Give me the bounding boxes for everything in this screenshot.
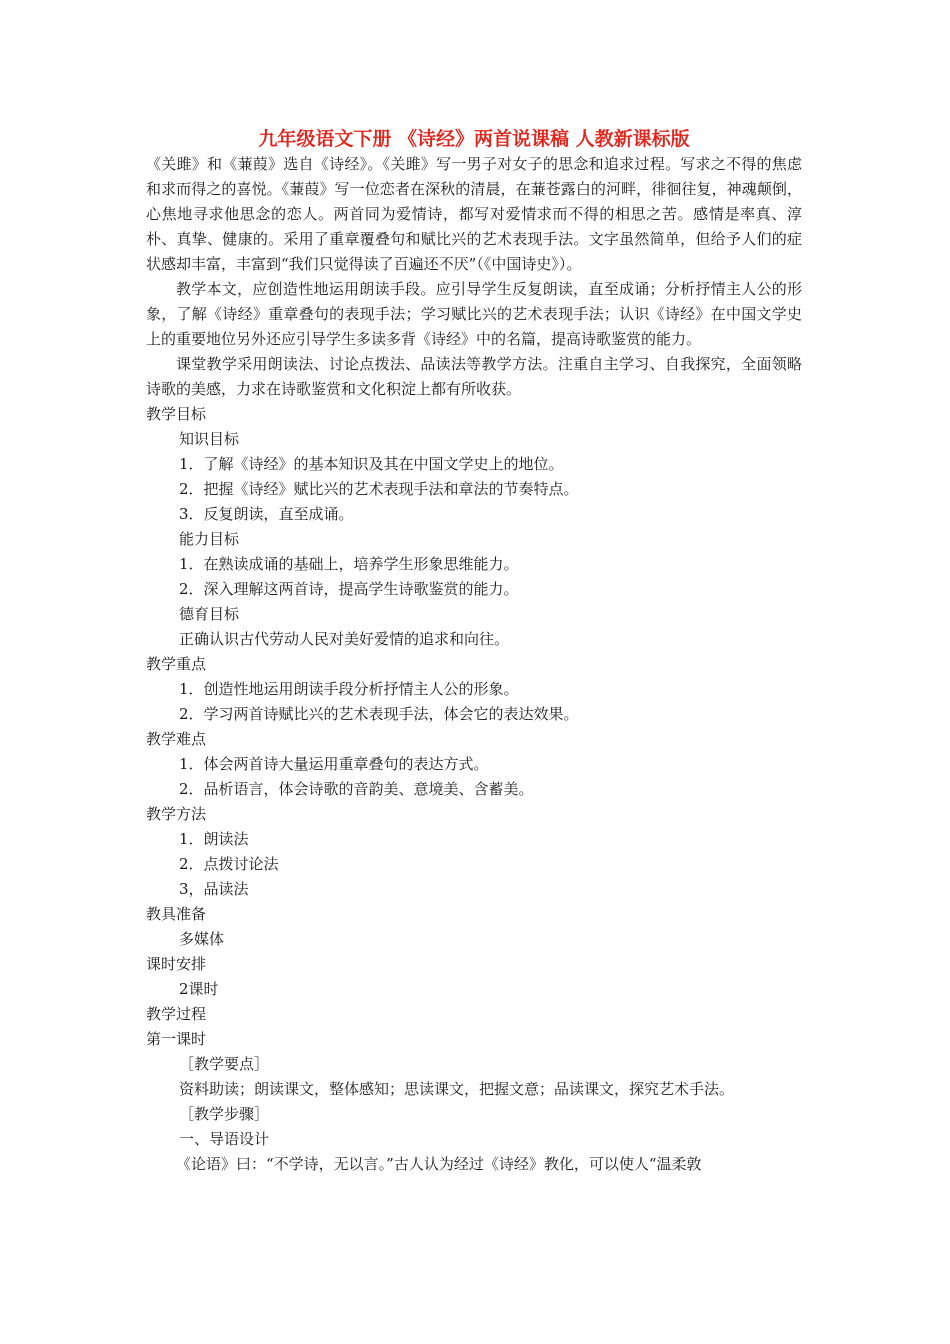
difficult-item: 1．体会两首诗大量运用重章叠句的表达方式。 <box>179 755 489 773</box>
intro-paragraph-3: 课堂教学采用朗读法、讨论点拨法、品读法等教学方法。注重自主学习、自我探究，全面领略诗歌的美感，力求在诗歌鉴赏和文化积淀上都有所收获。 <box>146 355 802 398</box>
method-item: 3，品读法 <box>179 880 249 898</box>
key-item: 2．学习两首诗赋比兴的艺术表现手法，体会它的表达效果。 <box>179 705 579 723</box>
step1-heading: 一、导语设计 <box>179 1130 270 1148</box>
points-heading: ［教学要点］ <box>179 1055 270 1073</box>
intro-paragraph-1: 《关雎》和《蒹葭》选自《诗经》。《关雎》写一男子对女子的思念和追求过程。写求之不得的焦虑和求而得之的喜悦。《蒹葭》写一位恋者在深秋的清晨，在蒹苍露白的河畔，徘徊往复，神魂颠倒，心焦地寻求他思念的恋人。两首同为爱情诗，都写对爱情求而不得的相思之苦。感情是率真、淳朴、真挚、健康的。采用了重章覆叠句和赋比兴的艺术表现手法。文字虽然简单，但给予人们的症状感却丰富，丰富到“我们只觉得读了百遍还不厌”（《中国诗史》）。 <box>146 155 802 273</box>
tools-heading: 教具准备 <box>146 905 207 923</box>
document-title: 九年级语文下册 《诗经》两首说课稿 人教新课标版 <box>258 128 690 150</box>
knowledge-item: 2．把握《诗经》赋比兴的艺术表现手法和章法的节奏特点。 <box>179 480 579 498</box>
moral-text: 正确认识古代劳动人民对美好爱情的追求和向往。 <box>179 630 510 648</box>
difficult-item: 2．品析语言，体会诗歌的音韵美、意境美、含蓄美。 <box>179 780 534 798</box>
moral-heading: 德育目标 <box>179 605 240 623</box>
hours-heading: 课时安排 <box>146 955 207 973</box>
ability-heading: 能力目标 <box>179 530 240 548</box>
method-item: 1．朗读法 <box>179 830 249 848</box>
points-text: 资料助读；朗读课文，整体感知；思读课文，把握文意；品读课文，探究艺术手法。 <box>179 1080 735 1098</box>
ability-item: 2．深入理解这两首诗，提高学生诗歌鉴赏的能力。 <box>179 580 519 598</box>
difficult-heading: 教学难点 <box>146 730 207 748</box>
intro-paragraph-2: 教学本文，应创造性地运用朗读手段。应引导学生反复朗读，直至成诵；分析抒情主人公的形象，了解《诗经》重章叠句的表现手法；学习赋比兴的艺术表现手法；认识《诗经》在中国文学史上的重要地位另外还应引导学生多读多背《诗经》中的名篇，提高诗歌鉴赏的能力。 <box>146 280 802 348</box>
tools-text: 多媒体 <box>179 930 225 948</box>
goals-heading: 教学目标 <box>146 405 207 423</box>
lesson1-heading: 第一课时 <box>146 1030 207 1048</box>
knowledge-item: 3．反复朗读，直至成诵。 <box>179 505 354 523</box>
knowledge-heading: 知识目标 <box>179 430 240 448</box>
key-item: 1．创造性地运用朗读手段分析抒情主人公的形象。 <box>179 680 519 698</box>
knowledge-item: 1．了解《诗经》的基本知识及其在中国文学史上的地位。 <box>179 455 564 473</box>
process-heading: 教学过程 <box>146 1005 207 1023</box>
hours-text: 2课时 <box>179 980 219 998</box>
document-page <box>146 126 802 1177</box>
method-heading: 教学方法 <box>146 805 207 823</box>
step1-text: 《论语》曰：“不学诗，无以言。”古人认为经过《诗经》教化，可以使人“温柔敦 <box>176 1155 702 1173</box>
ability-item: 1．在熟读成诵的基础上，培养学生形象思维能力。 <box>179 555 519 573</box>
steps-heading: ［教学步骤］ <box>179 1105 270 1123</box>
method-item: 2．点拨讨论法 <box>179 855 279 873</box>
key-heading: 教学重点 <box>146 655 207 673</box>
